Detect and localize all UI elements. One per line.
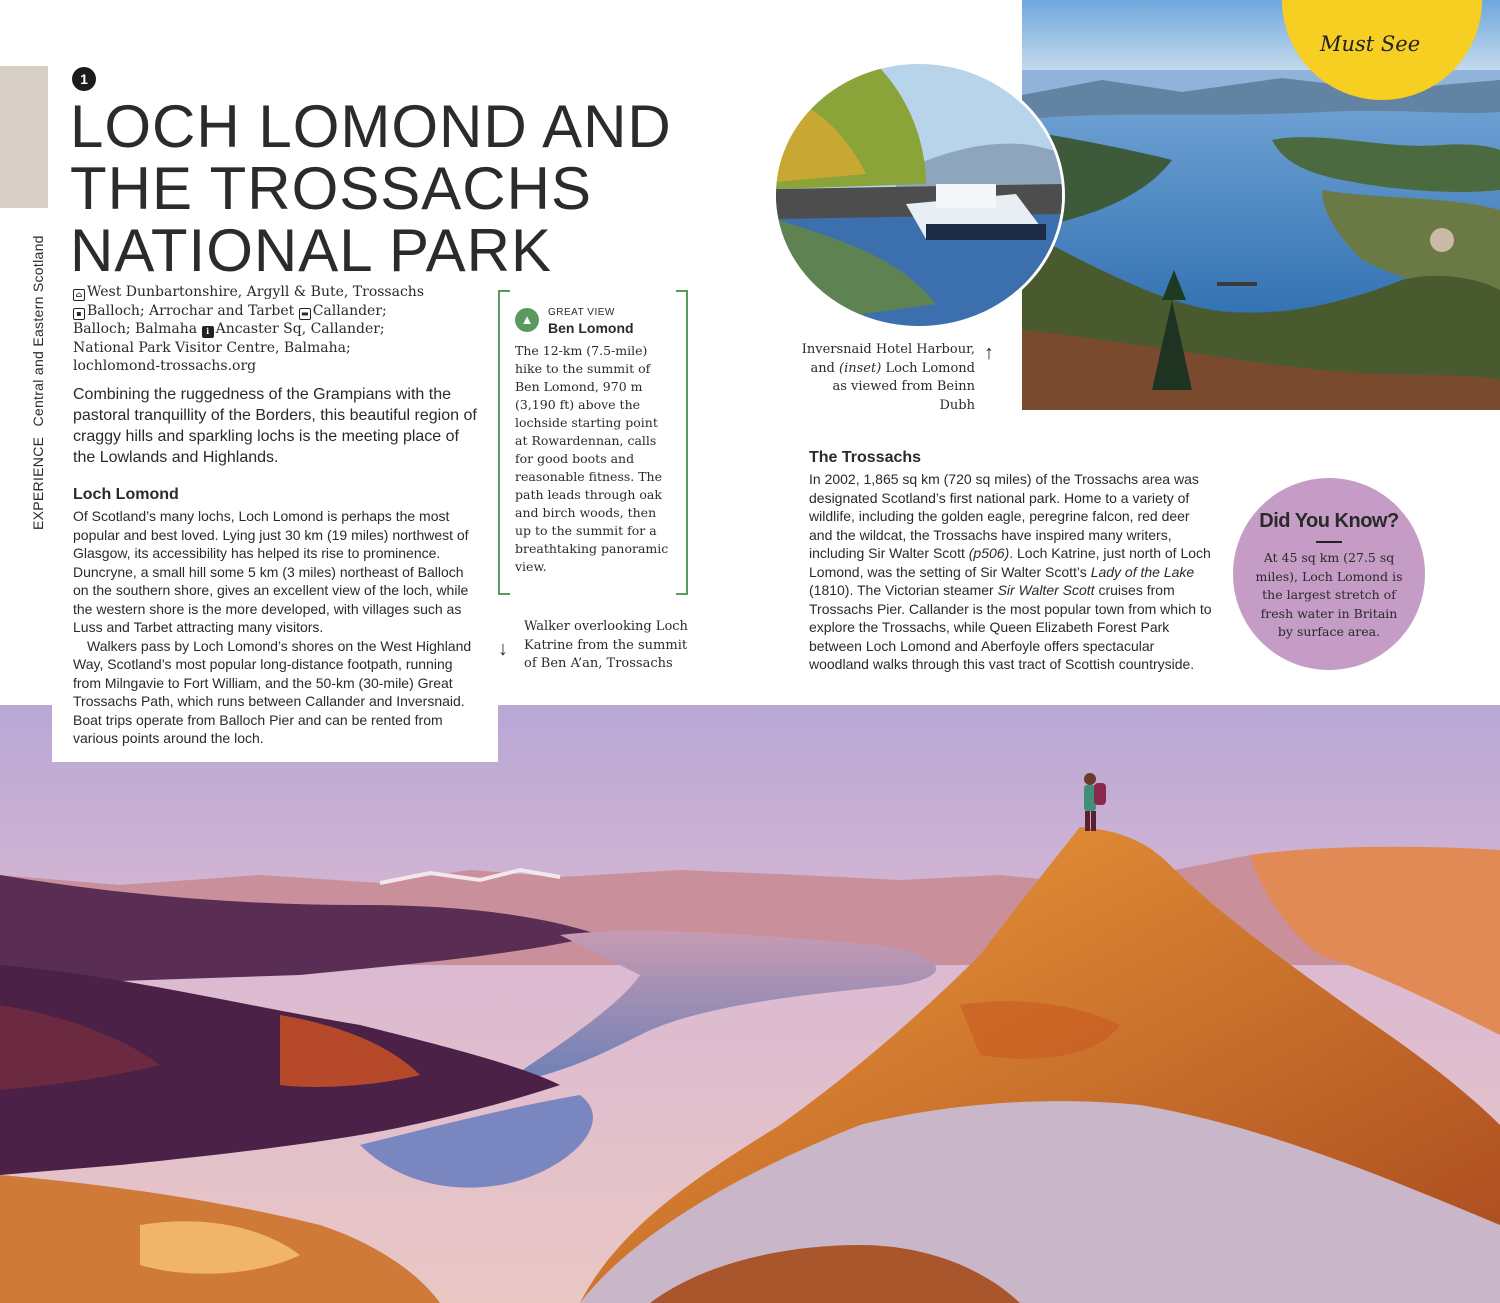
great-view-box [498,290,688,595]
trossachs-ship-name: Sir Walter Scott [997,582,1095,598]
info-visitor: Ancaster Sq, Callander; [215,321,385,337]
mountain-icon: ▲ [515,308,539,332]
hotel-caption-inset: (inset) [839,360,882,376]
hotel-caption [800,341,975,415]
great-view-kicker: GREAT VIEW [548,307,615,318]
title-line: THE TROSSACHS [70,155,592,222]
did-you-know-callout [1233,478,1425,670]
section-label-region: Central and Eastern Scotland [30,235,46,427]
side-tab [0,66,48,208]
trossachs-text: cruises from Trossachs Pier. Callander is the most popular town from which to explore the Trossachs, while Queen Elizabeth Forest Park between Loch Lomond and Aberfoyle offers spectacular woodland walks through this vast tract of Scottish countryside. [809,582,1212,672]
trossachs-page-ref: (p506) [968,545,1010,561]
bus-icon: ▬ [299,308,311,320]
info-icon: i [202,326,214,338]
page-title [70,93,690,284]
title-line: NATIONAL PARK [70,217,552,284]
loch-lomond-heading: Loch Lomond [73,486,179,503]
info-website[interactable]: lochlomond-trossachs.org [73,358,257,374]
title-line: LOCH LOMOND AND [70,93,672,160]
intro-paragraph: Combining the ruggedness of the Grampians with the pastoral tranquillity of the Borders, this beautiful region of craggy hills and sparkling lochs is the meeting place of the Lowlands and Highlands. [73,386,477,466]
trossachs-heading: The Trossachs [809,449,922,466]
info-bus: Callander; [312,302,387,319]
section-label [30,235,46,530]
trossachs-text: . Loch Katrine, just north of Loch Lomond, was the setting of Sir Walter Scott’s [809,545,1211,580]
loch-lomond-body [73,507,483,748]
great-view-body: The 12-km (7.5-mile) hike to the summit of Ben Lomond, 970 m (3,190 ft) above the lochside starting point at Rowardennan, calls for good boots and reasonable fitness. The path leads through oak and birch woods, then up to the summit for a breathtaking panoramic view. [515,343,669,574]
trossachs-text: (1810). The Victorian steamer [809,582,998,598]
loch-lomond-para-2: Walkers pass by Loch Lomond’s shores on the West Highland Way, Scotland’s most popular long-distance footpath, running from Milngavie to Fort William, and the 50-km (30-mile) Great Trossachs Path, which runs between Callander and Inversnaid. Boat trips operate from Balloch Pier and can be rented from various points around the loch. [73,637,472,746]
did-you-know-body: At 45 sq km (27.5 sq miles), Loch Lomond is the largest stretch of fresh water in Britain by surface area. [1255,550,1403,639]
info-bus-more: Balloch; Balmaha [73,321,198,337]
practical-info [73,283,493,376]
loch-lomond-para-1: Of Scotland’s many lochs, Loch Lomond is perhaps the most popular and best loved. Lying just 30 km (19 miles) northwest of Glasgow, its accessibility has helped its rise to prominence. Duncryne, a small hill some 5 km (3 miles) northeast of Balloch on the southern shore, gives an excellent view of the loch, while the western shore is the more developed, with villages such as Luss and Tarbet attracting many visitors. [73,508,469,635]
did-you-know-rule [1316,541,1342,543]
trossachs-book-title: Lady of the Lake [1090,563,1195,580]
trossachs-body [809,470,1214,674]
great-view-title: Ben Lomond [548,320,634,336]
arrow-down-icon: ↓ [498,638,508,660]
walker-caption: Walker overlooking Loch Katrine from the summit of Ben A’an, Trossachs [524,619,688,671]
inversnaid-harbour-inset-photo [773,61,1065,329]
address-icon: ⌂ [73,289,85,301]
info-train: Balloch; Arrochar and Tarbet [87,302,295,319]
attraction-number: 1 [72,67,96,91]
train-icon: ▪ [73,308,85,320]
section-label-experience: EXPERIENCE [30,436,46,530]
hotel-caption-post: Loch Lomond as viewed from Beinn Dubh [832,360,975,413]
trossachs-text: In 2002, 1,865 sq km (720 sq miles) of the Trossachs area was designated Scotland’s first national park. Home to a variety of wildlife, including the golden eagle, peregrine falcon, red deer and the wildcat, the Trossachs have inspired many writers, including Sir Walter Scott [809,471,1199,561]
hotel-caption-pre: Inversnaid Hotel Harbour, and [801,342,975,376]
must-see-label: Must See [1320,32,1421,56]
did-you-know-heading: Did You Know? [1259,510,1399,532]
info-address: West Dunbartonshire, Argyll & Bute, Trossachs [87,284,425,300]
ben-aan-walker-photo [0,705,1500,1303]
info-visitor-more: National Park Visitor Centre, Balmaha; [73,339,351,356]
arrow-up-icon: ↑ [984,342,994,364]
